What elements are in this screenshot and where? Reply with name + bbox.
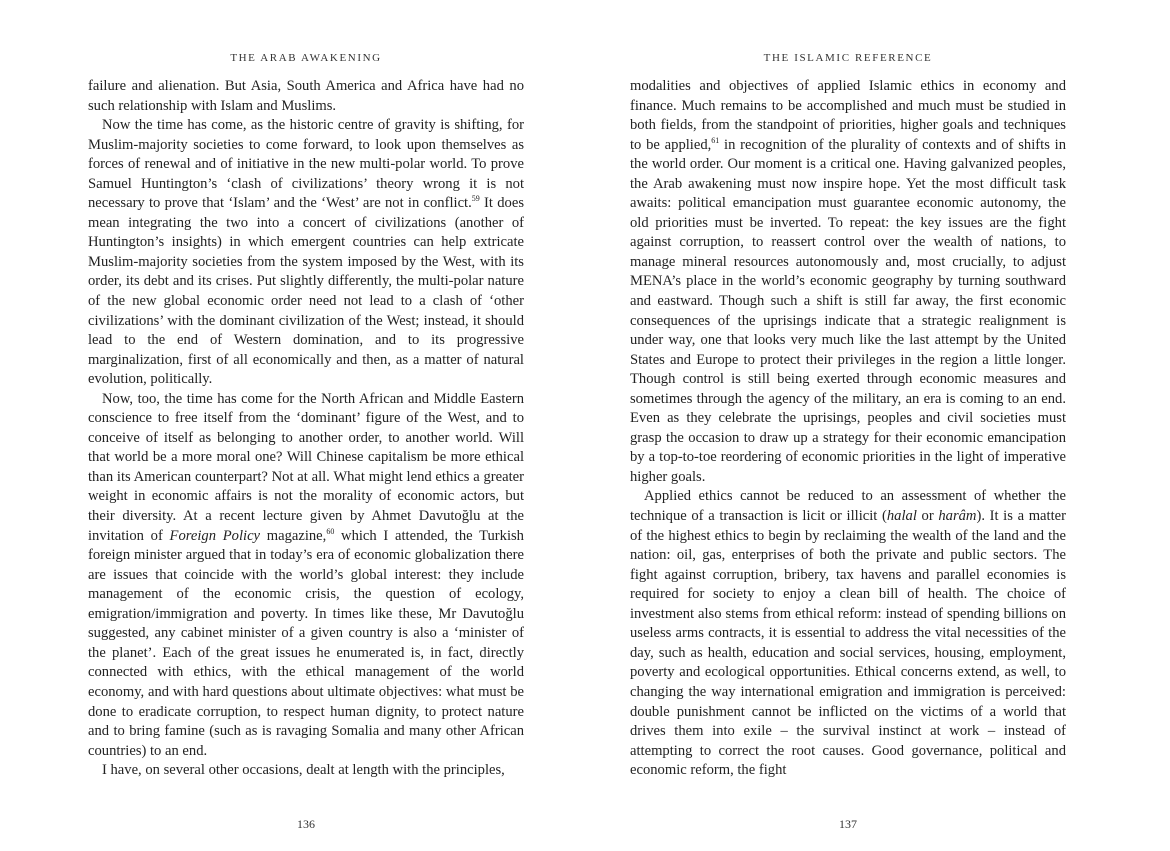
footnote-ref: 61 [711,135,720,145]
text-run: ). It is a matter of the highest ethics to begin by reclaiming the wealth of the land and the nation: oil, gas, enterprises of both the private and public sectors. The fight against corruption, bribery, tax havens and parallel economies is required for society to enjoy a clean bill of health. The choice of investment also stems from ethical reform: instead of spending billions on useless arms contracts, it is essential to address the vital necessities of the day, such as health, education and social services, housing, employment, poverty and ecological opportunities. Ethical concerns extend, as well, to changing the way international emigration and immigration is perceived: double punishment cannot be inflicted on the victims of a world that drives them into exile – the survival instinct at work – instead of attempting to correct the root causes. Good governance, political and economic reform, the fight [630,508,1066,779]
text-run: Now the time has come, as the historic centre of gravity is shifting, for Muslim-majority societies to come forward, to look upon themselves as forces of renewal and of initiative in the new multi-polar world. To prove Samuel Huntington’s ‘clash of civilizations’ theory wrong it is not necessary to prove that ‘Islam’ and the ‘West’ are not in conflict. [88,117,524,212]
paragraph [630,487,1066,780]
paragraph [88,116,524,390]
paragraph [88,77,524,116]
left-page-body [88,77,524,781]
text-run: I have, on several other occasions, dealt at length with the principles, [102,762,505,779]
page-number-right: 137 [839,817,857,831]
footnote-ref: 59 [471,194,480,204]
text-run: modalities and objectives of applied Islamic ethics in economy and finance. Much remains to be accomplished and much must be studied in both fields, from the standpoint of priorities, higher goals and techniques to be applied, [630,78,1066,153]
page-number-left: 136 [297,817,315,831]
paragraph [88,761,524,781]
italic-text: halal [886,508,917,525]
left-page [88,0,524,851]
italic-text: harâm [938,508,977,525]
running-head-left: THE ARAB AWAKENING [230,52,382,64]
right-page-body [630,77,1066,781]
paragraph [88,390,524,761]
italic-text: Foreign Policy [169,527,261,544]
text-run: or [916,508,939,525]
footnote-ref: 60 [326,526,335,536]
text-run: in recognition of the plurality of contexts and of shifts in the world order. Our moment is a critical one. Having galvanized peoples, the Arab awakening must now inspire hope. Yet the most difficult task awaits: political emancipation must guarantee economic autonomy, the old priorities must be inverted. To repeat: the key issues are the fight against corruption, to reassert control over the wealth of nations, to manage mineral resources autonomously and, most crucially, to adjust MENA’s place in the world’s economic geography by turning southward and eastward. Though such a shift is still far away, the first economic consequences of the uprisings indicate that a strategic realignment is under way, one that looks very much like the last attempt by the United States and Europe to protect their privileges in the region a little longer. Though control is still being exerted through economic measures and sometimes through the agency of the military, an era is coming to an end. Even as they celebrate the uprisings, peoples and civil societies must grasp the occasion to draw up a strategy for their economic emancipation by a top-to-toe reordering of economic priorities in the light of imperative higher goals. [630,136,1067,485]
text-run: Now, too, the time has come for the North African and Middle Eastern conscience to free itself from the ‘dominant’ figure of the West, and to conceive of itself as belonging to another order, to another world. Will that world be a more moral one? Will Chinese capitalism be more ethical than its American counterpart? Not at all. What might lend ethics a greater weight in economic affairs is not the morality of economic actors, but their diversity. At a recent lecture given by Ahmet Davutoğlu at the invitation of [88,390,524,544]
running-head-right: THE ISLAMIC REFERENCE [763,52,933,64]
paragraph [630,77,1066,487]
text-run: Applied ethics cannot be reduced to an assessment of whether the technique of a transaction is licit or illicit ( [630,488,1066,525]
text-run: It does mean integrating the two into a concert of civilizations (another of Huntington’s insights) in which emergent countries can help extricate Muslim-majority societies from the system imposed by the West, with its order, its debt and its crises. Put slightly differently, the multi-polar nature of the new global economic order need not lead to a clash of ‘other civilizations’ with the dominant civilization of the West; instead, it should lead to the end of Western domination, and to its progressive marginalization, first of all economically and then, as a matter of natural evolution, politically. [88,195,524,388]
text-run: magazine, [260,527,327,544]
right-page [630,0,1066,851]
text-run: failure and alienation. But Asia, South America and Africa have had no such relationship with Islam and Muslims. [88,78,524,114]
text-run: which I attended, the Turkish foreign minister argued that in today’s era of economic globalization there are issues that coincide with the world’s global interest: they include management of the economic crisis, the question of ecology, emigration/immigration and poverty. In times like these, Mr Davutoğlu suggested, any cabinet minister of a given country is also a ‘minister of the planet’. Each of the great issues he enumerated is, in fact, directly connected with ethics, with the ethical management of the world economy, and with hard questions about ultimate objectives: what must be done to eradicate corruption, to respect human dignity, to protect nature and to bring famine (such as is ravaging Somalia and many other African countries) to an end. [88,527,524,759]
